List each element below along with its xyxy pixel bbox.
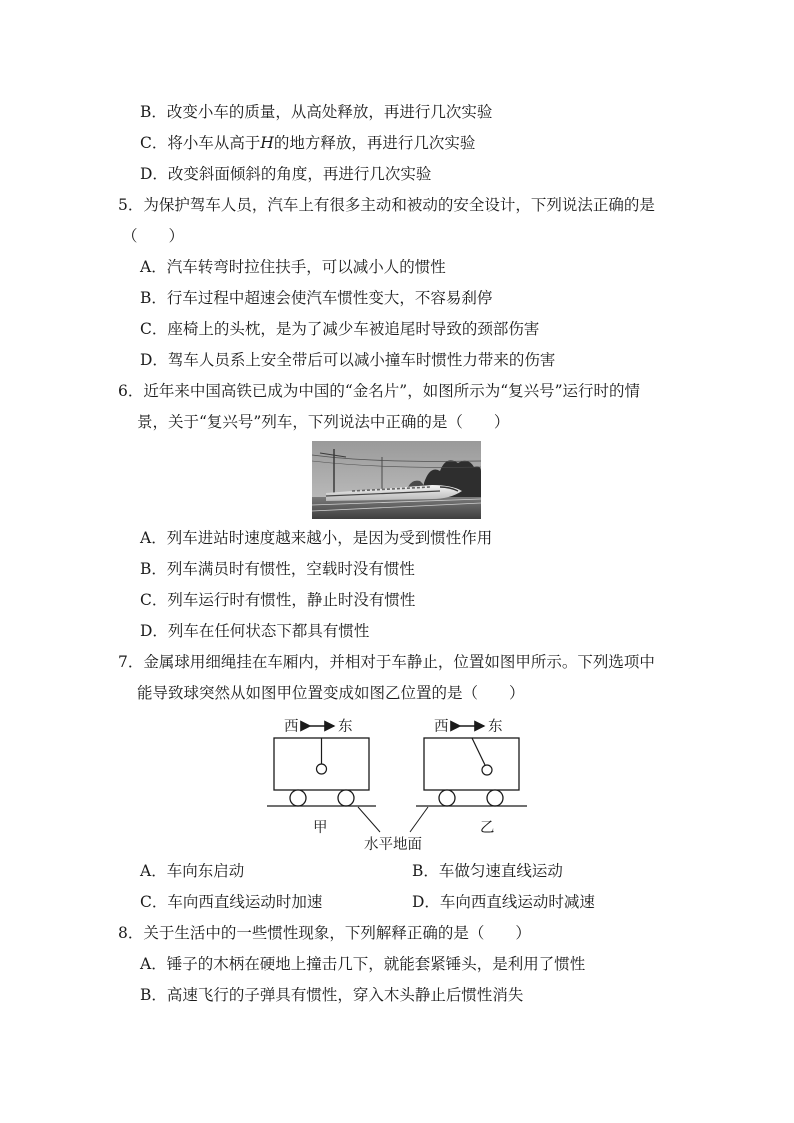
high-speed-train-photo: [312, 441, 481, 519]
q6-stem-line2: 景，关于“复兴号”列车，下列说法中正确的是（ ）: [137, 413, 510, 431]
cart-box-yi: [424, 738, 519, 790]
q6-stem-line1: 6．近年来中国高铁已成为中国的“金名片”，如图所示为“复兴号”运行时的情: [118, 382, 641, 400]
q7-stem-line1: 7．金属球用细绳挂在车厢内，并相对于车静止，位置如图甲所示。下列选项中: [118, 653, 655, 671]
q7-stem-line2: 能导致球突然从如图甲位置变成如图乙位置的是（ ）: [137, 684, 525, 702]
cart-yi: [416, 718, 527, 836]
ground-label: 水平地面: [364, 837, 422, 853]
q5-stem-line1: 5．为保护驾车人员，汽车上有很多主动和被动的安全设计，下列说法正确的是: [118, 196, 655, 214]
q4-option-c: [140, 133, 475, 153]
q7-option-a: A．车向东启动: [140, 862, 245, 880]
wheel-jia-right: [338, 790, 354, 806]
ball-jia: [317, 764, 327, 774]
q6-option-c: C．列车运行时有惯性，静止时没有惯性: [140, 591, 416, 609]
q8-stem-line1: 8．关于生活中的一些惯性现象，下列解释正确的是（ ）: [118, 924, 531, 942]
wheel-yi-right: [487, 790, 503, 806]
q5-option-d: D．驾车人员系上安全带后可以减小撞车时惯性力带来的伤害: [140, 351, 556, 369]
q5-stem-line2: （ ）: [122, 227, 185, 245]
q5-option-c: C．座椅上的头枕，是为了减少车被追尾时导致的颈部伤害: [140, 320, 540, 338]
q5-option-b: B．行车过程中超速会使汽车惯性变大，不容易刹停: [140, 289, 493, 307]
string-yi: [472, 738, 485, 765]
label-jia: 甲: [313, 820, 328, 836]
q4-option-c-pre: C．将小车从高于: [140, 134, 261, 152]
q4-option-d: D．改变斜面倾斜的角度，再进行几次实验: [140, 165, 432, 183]
ball-yi: [482, 765, 492, 775]
cart-jia: [267, 718, 376, 836]
q7-option-d: D．车向西直线运动时减速: [412, 893, 595, 911]
q4-option-c-post: 的地方释放，再进行几次实验: [273, 134, 476, 152]
cart-pendulum-diagram: [262, 712, 534, 860]
wheel-jia-left: [290, 790, 306, 806]
wheel-yi-left: [439, 790, 455, 806]
q4-option-b: B．改变小车的质量，从高处释放，再进行几次实验: [140, 103, 493, 121]
q6-option-d: D．列车在任何状态下都具有惯性: [140, 622, 370, 640]
direction-west-label-jia: 西: [284, 719, 299, 735]
ground-pointer-right: [410, 807, 428, 832]
q7-option-b: B．车做匀速直线运动: [412, 862, 563, 880]
ground-pointer-left: [358, 807, 380, 832]
q6-option-b: B．列车满员时有惯性，空载时没有惯性: [140, 560, 415, 578]
q6-option-a: A．列车进站时速度越来越小，是因为受到惯性作用: [140, 529, 493, 547]
q8-option-a: A．锤子的木柄在硬地上撞击几下，就能套紧锤头，是利用了惯性: [140, 955, 586, 973]
direction-east-label-jia: 东: [338, 719, 353, 735]
q7-option-c: C．车向西直线运动时加速: [140, 893, 323, 911]
q4-option-c-variable: H: [260, 134, 274, 152]
direction-west-label-yi: 西: [434, 719, 449, 735]
q8-option-b: B．高速飞行的子弹具有惯性，穿入木头静止后惯性消失: [140, 986, 524, 1004]
q5-option-a: A．汽车转弯时拉住扶手，可以减小人的惯性: [140, 258, 446, 276]
label-yi: 乙: [480, 820, 495, 836]
direction-east-label-yi: 东: [488, 719, 503, 735]
